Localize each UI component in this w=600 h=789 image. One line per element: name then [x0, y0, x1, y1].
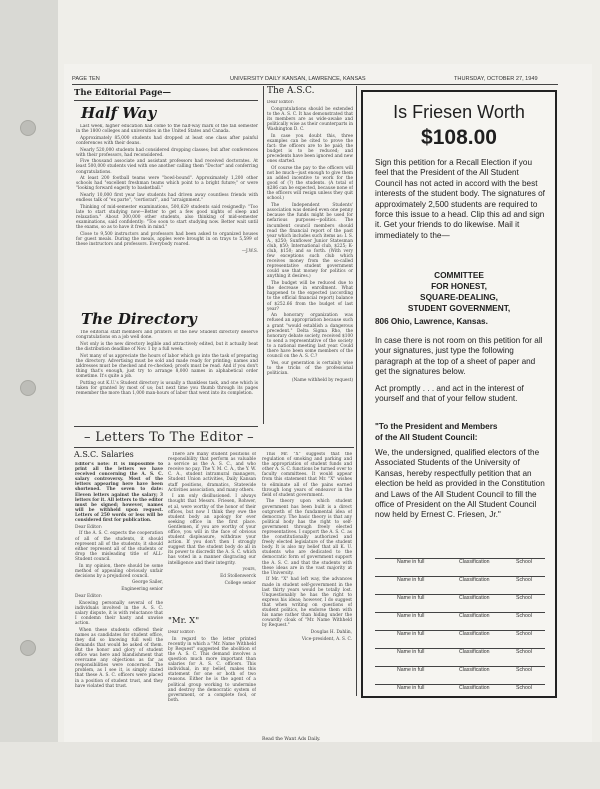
signature-column-label: Name in full — [397, 595, 425, 601]
letter-signature: (Name withheld by request) — [291, 377, 353, 383]
signature-column-label: Classification — [459, 649, 490, 655]
editorial-section-title: The Editorial Page— — [74, 88, 172, 98]
signature-column-label: Name in full — [397, 649, 425, 655]
signature-column-label: School — [516, 685, 532, 691]
article-paragraph: When these students offered their names as candidates for student office, they did so knowing full well the demands that would be asked of them. But the honor and glory of student office was here and blandishment that overcame any objections as far as responsibilities were concerned. The problem, as I see it, is simply stated that these A. S. C. officers were placed in a position of student trust, and they have violated that trust. — [75, 627, 163, 689]
mr-x-letter-continued — [262, 452, 352, 742]
article-paragraph: Of course the pay to the officers will not be much—just enough to give them an added incentive to work for the good of (?) the students. (A total of $286 can be expected, because none of the officers will resign unless they quit school.) — [267, 165, 353, 202]
ad-act-promptly: Act promptly . . . and act in the interest of yourself and that of your fellow student. — [375, 384, 524, 404]
petition-text: We, the undersigned, qualified electors of the Associated Students of the University of Kansas, hereby respectfully petition that an election be held as provided in the Constitution and Laws of the All Student Council to fill the office of President on the All Student Council now held by Ernest C. Friesen, Jr." — [375, 448, 545, 520]
signature-column-label: Classification — [459, 667, 490, 673]
ad-headline: Is Friesen Worth — [393, 102, 525, 122]
signature-column-label: School — [516, 667, 532, 673]
signature-row[interactable] — [375, 674, 545, 694]
article-paragraph: Nearly 10,000 first year law students had driven away countless friends with endless talk of "ex parte", "certiorari", and "arraignment." — [76, 193, 258, 204]
ad-no-room-note: In case there is not room on this petition for all your signatures, just type the following paragraph at the top of a sheet of paper and get the signatures below. — [375, 336, 543, 377]
article-paragraph: Yes, our generation is certainly wise to the tricks of the professional politician. — [267, 360, 353, 376]
letter-salutation: Dear Editor: — [267, 100, 295, 105]
scan-background — [0, 742, 600, 789]
asc-salaries-letters — [75, 462, 163, 742]
article-paragraph: Congratulations should be extended to the A. S. C. It has demonstrated that its members are as wide-awake and politically wise as their counterparts in Washington D. C. — [267, 106, 353, 133]
binder-hole — [20, 120, 36, 136]
article-paragraph: If the A. S. C. expects the cooperation of all of the students, it should represent all of the students; it should either represent all of the students or drop the misleading title of ALL-Student council. — [75, 531, 163, 562]
binder-hole — [20, 640, 36, 656]
letter-signature-name: George Sailer, — [131, 580, 163, 586]
paper-name: UNIVERSITY DAILY KANSAN, LAWRENCE, KANSAS — [230, 76, 366, 82]
article-paragraph: The editorial staff members and printers of the new Student directory deserve congratulations on a job well done. — [76, 330, 258, 341]
signature-row[interactable] — [375, 548, 545, 568]
signature-column-label: Classification — [459, 577, 490, 583]
signature-column-label: Classification — [459, 685, 490, 691]
signature-row[interactable] — [375, 566, 545, 586]
column-rule — [356, 86, 357, 696]
mr-x-letter — [168, 630, 256, 740]
signature-column-label: Name in full — [397, 667, 425, 673]
signature-column-label: Classification — [459, 559, 490, 565]
signature-column-label: Name in full — [397, 613, 425, 619]
section-rule — [74, 426, 258, 427]
article-paragraph: There are many student positions of responsibility that perform as valuable a service as the A. S. C., and who receive no pay. The Y. M. C. A., the Y. W. C. A., student intramural managers, Student Union activities, Daily Kansan staff positions, dramatics, Statewide Activities association, and many others. — [168, 452, 256, 493]
signature-column-label: School — [516, 631, 532, 637]
mr-x-headline: "Mr. X" — [168, 616, 200, 626]
ad-amount: $108.00 — [421, 126, 497, 149]
directory-article — [76, 330, 258, 424]
article-signature: —J.W.S. — [241, 248, 258, 254]
article-paragraph: Not only is the new directory legible and attractively edited, but it actually beat the distribution deadline of Nov. 1 by a full week. — [76, 341, 258, 352]
letter-salutation: Dear Editor: — [75, 593, 103, 599]
committee-line: SQUARE-DEALING, — [420, 292, 498, 302]
article-paragraph: Five thousand associate and assistant professors had received doctorates. At least 500,000 students vied with one another calling them "Doctor" and conferring congratulations. — [76, 159, 258, 175]
article-paragraph: Close to 9,500 instructors and professors had been asked to organized houses for guest meals. During the meals, apples were brought in on trays to 5,599 of these instructors and professors. Everybody roared. — [76, 231, 258, 248]
section-rule — [74, 100, 258, 101]
letter-signature-title: Vice-president, A. S. C. — [301, 636, 352, 642]
editors-note: Editor's note: It is impossible to print all the letters we have received concerning the A. S. C. salary controversy. Most of the letters appearing here have been shortened. The seven to date: Eleven letters against the salary; 3 letters for it. All letters to the editor must be signed; however, names will be withheld upon request. Letters of 250 words or less will be considered first for publication. — [75, 462, 163, 524]
petition-address-line: "To the President and Members — [375, 422, 498, 431]
signature-column-label: School — [516, 613, 532, 619]
signature-column-label: School — [516, 595, 532, 601]
asc-salaries-headline: A.S.C. Salaries — [74, 450, 134, 459]
article-paragraph: At least 200 football teams were "bowl-bound". Approximately 1,200 other schools had "excellent freshman teams which point to a bright future;" or were "looking forward eagerly to basketball." — [76, 176, 258, 192]
article-paragraph: Nearly 520,000 students had considered dropping classes; but after conferences with their professors, had reconsidered. — [76, 147, 258, 158]
article-paragraph: The Independent Students' association was denied even one penny because the funds might be used for nefarious purposes—politics. The incumbent council members should read the financial report of the past year which includes such items as: I. S. A., $250; Sunflower Junior Statesman club, $50; International club, $225; K-club, $150; and so forth. (With very few exceptions such club which receives money from the so-called representative student government could use that money for politics or anything it desires.) — [267, 203, 353, 280]
letter-salutation: Dear Editor: — [75, 524, 103, 530]
binder-hole — [20, 380, 36, 396]
signature-column-label: Classification — [459, 613, 490, 619]
signature-column-label: School — [516, 649, 532, 655]
article-paragraph: The budget will be reduced due to the decrease in enrollment. What happened to the expected (according to the official financial report) balance of $252.66 from the budget of last year? — [267, 281, 353, 312]
committee-line: COMMITTEE — [434, 270, 484, 280]
article-paragraph: In regard to the letter printed recently in which a "Mr. Name Withheld by Request" suggested the abolition of the A. S. C. This demand involves a question much more important than salaries for A. S. C. officers. This individual, in my belief, makes this statement for one or both of two reasons. Either he is the agent of a political group working to undermine and destroy the democratic system of government, or a complete fool, or both. — [168, 636, 256, 703]
article-paragraph: If Mr. "X" had left way, the advances made in student self-government in the last thirty years would be totally lost. Unquestionably he has the right to express his ideas; however, I do suggest that when writing on questions of student politics, he endorse them with his name rather than hiding under the cowardly cloak of "Mr. Name Withheld by Request." — [262, 577, 352, 629]
article-paragraph: Thinking of mid-semester examinations, 500,629 students said resignedly: "Too late to start studying now—Better to get a few good nights of sleep and relaxation." About 300,000 other students, also thinking of mid-semester examinations, said confidently: "Too soon to start studying now. Better wait until the exams, so as to have it fresh in mind." — [76, 204, 258, 231]
article-paragraph: An honorary organization was refused an appropriation because such a grant "would establish a dangerous precedent." Delta Sigma Rho, the honorary debate society, received $100 to send a representative of the society to a national meeting last year. Could there have been some members of the council on the A. S. C.? — [267, 313, 353, 360]
want-ads-note: Read the Want Ads Daily. — [262, 737, 321, 742]
signature-row[interactable] — [375, 656, 545, 676]
ad-intro: Sign this petition for a Recall Election if you feel that the President of the All Student Council has not acted in accord with the best interests of the student body. The signatures of approximately 2,500 students are required to force this issue to a head. Clip this ad and sign it. Get your friends to do likewise. Mail it immediately to the— — [375, 158, 545, 240]
section-rule — [74, 447, 354, 448]
asc-salaries-letters-continued — [168, 452, 256, 614]
asc-letter — [267, 100, 353, 425]
issue-date: THURSDAY, OCTOBER 27, 1949 — [454, 76, 538, 82]
directory-headline: The Directory — [81, 310, 197, 328]
signature-row[interactable] — [375, 638, 545, 658]
letter-signature-title: Engineering senior — [121, 587, 163, 593]
signature-column-label: Name in full — [397, 631, 425, 637]
binder-strip — [0, 0, 58, 789]
article-paragraph: The theory upon which student government has been built is a direct outgrowth of the fundamental idea of democracy. The basic theory is that any political body has the right to self-government through freely elected representatives. I support the A. S. C. as the constitutionally authorized and freely elected legislature of the student body. It is also my belief that all K. U. students who are dedicated to the democratic form of government support the A. S. C. and that the students with these ideas are in the vast majority at the University. — [262, 499, 352, 576]
article-paragraph: I am only disillusioned. I always thought that Messrs. Friesen, Rohwer, et al, were worthy of the honor of their offices, but now I think they owe the student body an apology for ever seeking office in the first place. Gentlemen, if you are worthy of your office, you will in the face of obvious student displeasure, withdraw your action. If you don't then I strongly suggest that the student body do all in its power to discredit the A. S. C. which has voted in a manner disgracing our intelligence and their integrity. — [168, 494, 256, 566]
letter-signature-name: Douglas H. Dahlin, — [310, 629, 352, 635]
committee-line: STUDENT GOVERNMENT, — [407, 303, 511, 313]
signature-column-label: School — [516, 577, 532, 583]
letter-signature-title: College senior — [224, 580, 256, 586]
signature-column-label: Classification — [459, 631, 490, 637]
article-paragraph: In case you doubt this, three examples can be cited to prove the fact: the officers are to be paid; the budget is to be reduced; and precedents have been ignored and new ones started. — [267, 133, 353, 165]
asc-headline: The A.S.C. — [267, 86, 315, 96]
signature-column-label: School — [516, 559, 532, 565]
letter-salutation: Dear Editor: — [168, 630, 196, 635]
signature-row[interactable] — [375, 620, 545, 640]
article-paragraph: Putting out K.U.'s Student directory is usually a thankless task, and one which is taken for granted by most of us; but next time you thumb through its pages remember the more than 1,000 man-hours of labor that went into its completion. — [76, 380, 258, 396]
article-paragraph: This Mr. "X" suggests that the regulation of smoking and parking and the appropriation of student funds and other A. S. C. functions be turned over to faculty committees. It would appear from this statement that Mr. "X" wishes to eliminate all of the pains earned through long years of endeavor in the field of student government. — [262, 452, 352, 498]
article-paragraph: Approximately 85,000 students had dropped at least one class after painful conferences with their deans. — [76, 135, 258, 146]
recall-petition-ad — [361, 90, 557, 698]
signature-column-label: Name in full — [397, 577, 425, 583]
petition-address-line: of the All Student Council: — [375, 433, 478, 442]
article-paragraph: In my opinion, there should be some method of appealing obviously unfair decisions by a prejudiced council. — [75, 563, 163, 579]
letter-signature-name: Ed Stollenwerck — [220, 573, 256, 579]
masthead-rule — [72, 84, 558, 85]
article-paragraph: Not many of us appreciate the hours of labor which go into the task of preparing the directory. Advertising must be sold and made ready for printing; names and addresses must be checked and re-checked; proofs must be read. And if you don't thing that's enough, just try to arrange 8,000 names in alphabetical order sometime. It's quite a job. — [76, 353, 258, 379]
article-paragraph: Last week, higher education had come to the half-way mark of the fall semester in the 1800 colleges and universities in the United States and Canada. — [76, 124, 258, 135]
signature-column-label: Name in full — [397, 559, 425, 565]
page-number: PAGE TEN — [72, 76, 100, 82]
halfway-article — [76, 124, 258, 306]
signature-column-label: Name in full — [397, 685, 425, 691]
signature-row[interactable] — [375, 602, 545, 622]
letter-signature-close: yours, — [242, 567, 256, 573]
committee-address: 806 Ohio, Lawrence, Kansas. — [375, 317, 488, 326]
letters-banner: – Letters To The Editor – — [84, 430, 254, 445]
committee-line: FOR HONEST, — [431, 281, 487, 291]
column-rule — [263, 86, 264, 424]
halfway-headline: Half Way — [81, 104, 157, 122]
signature-column-label: Classification — [459, 595, 490, 601]
signature-row[interactable] — [375, 584, 545, 604]
article-paragraph: Knowing personally several of the individuals involved in the A. S. C. salary dispute, it is with reluctance that I condemn their hasty and unwise action. — [75, 600, 163, 626]
